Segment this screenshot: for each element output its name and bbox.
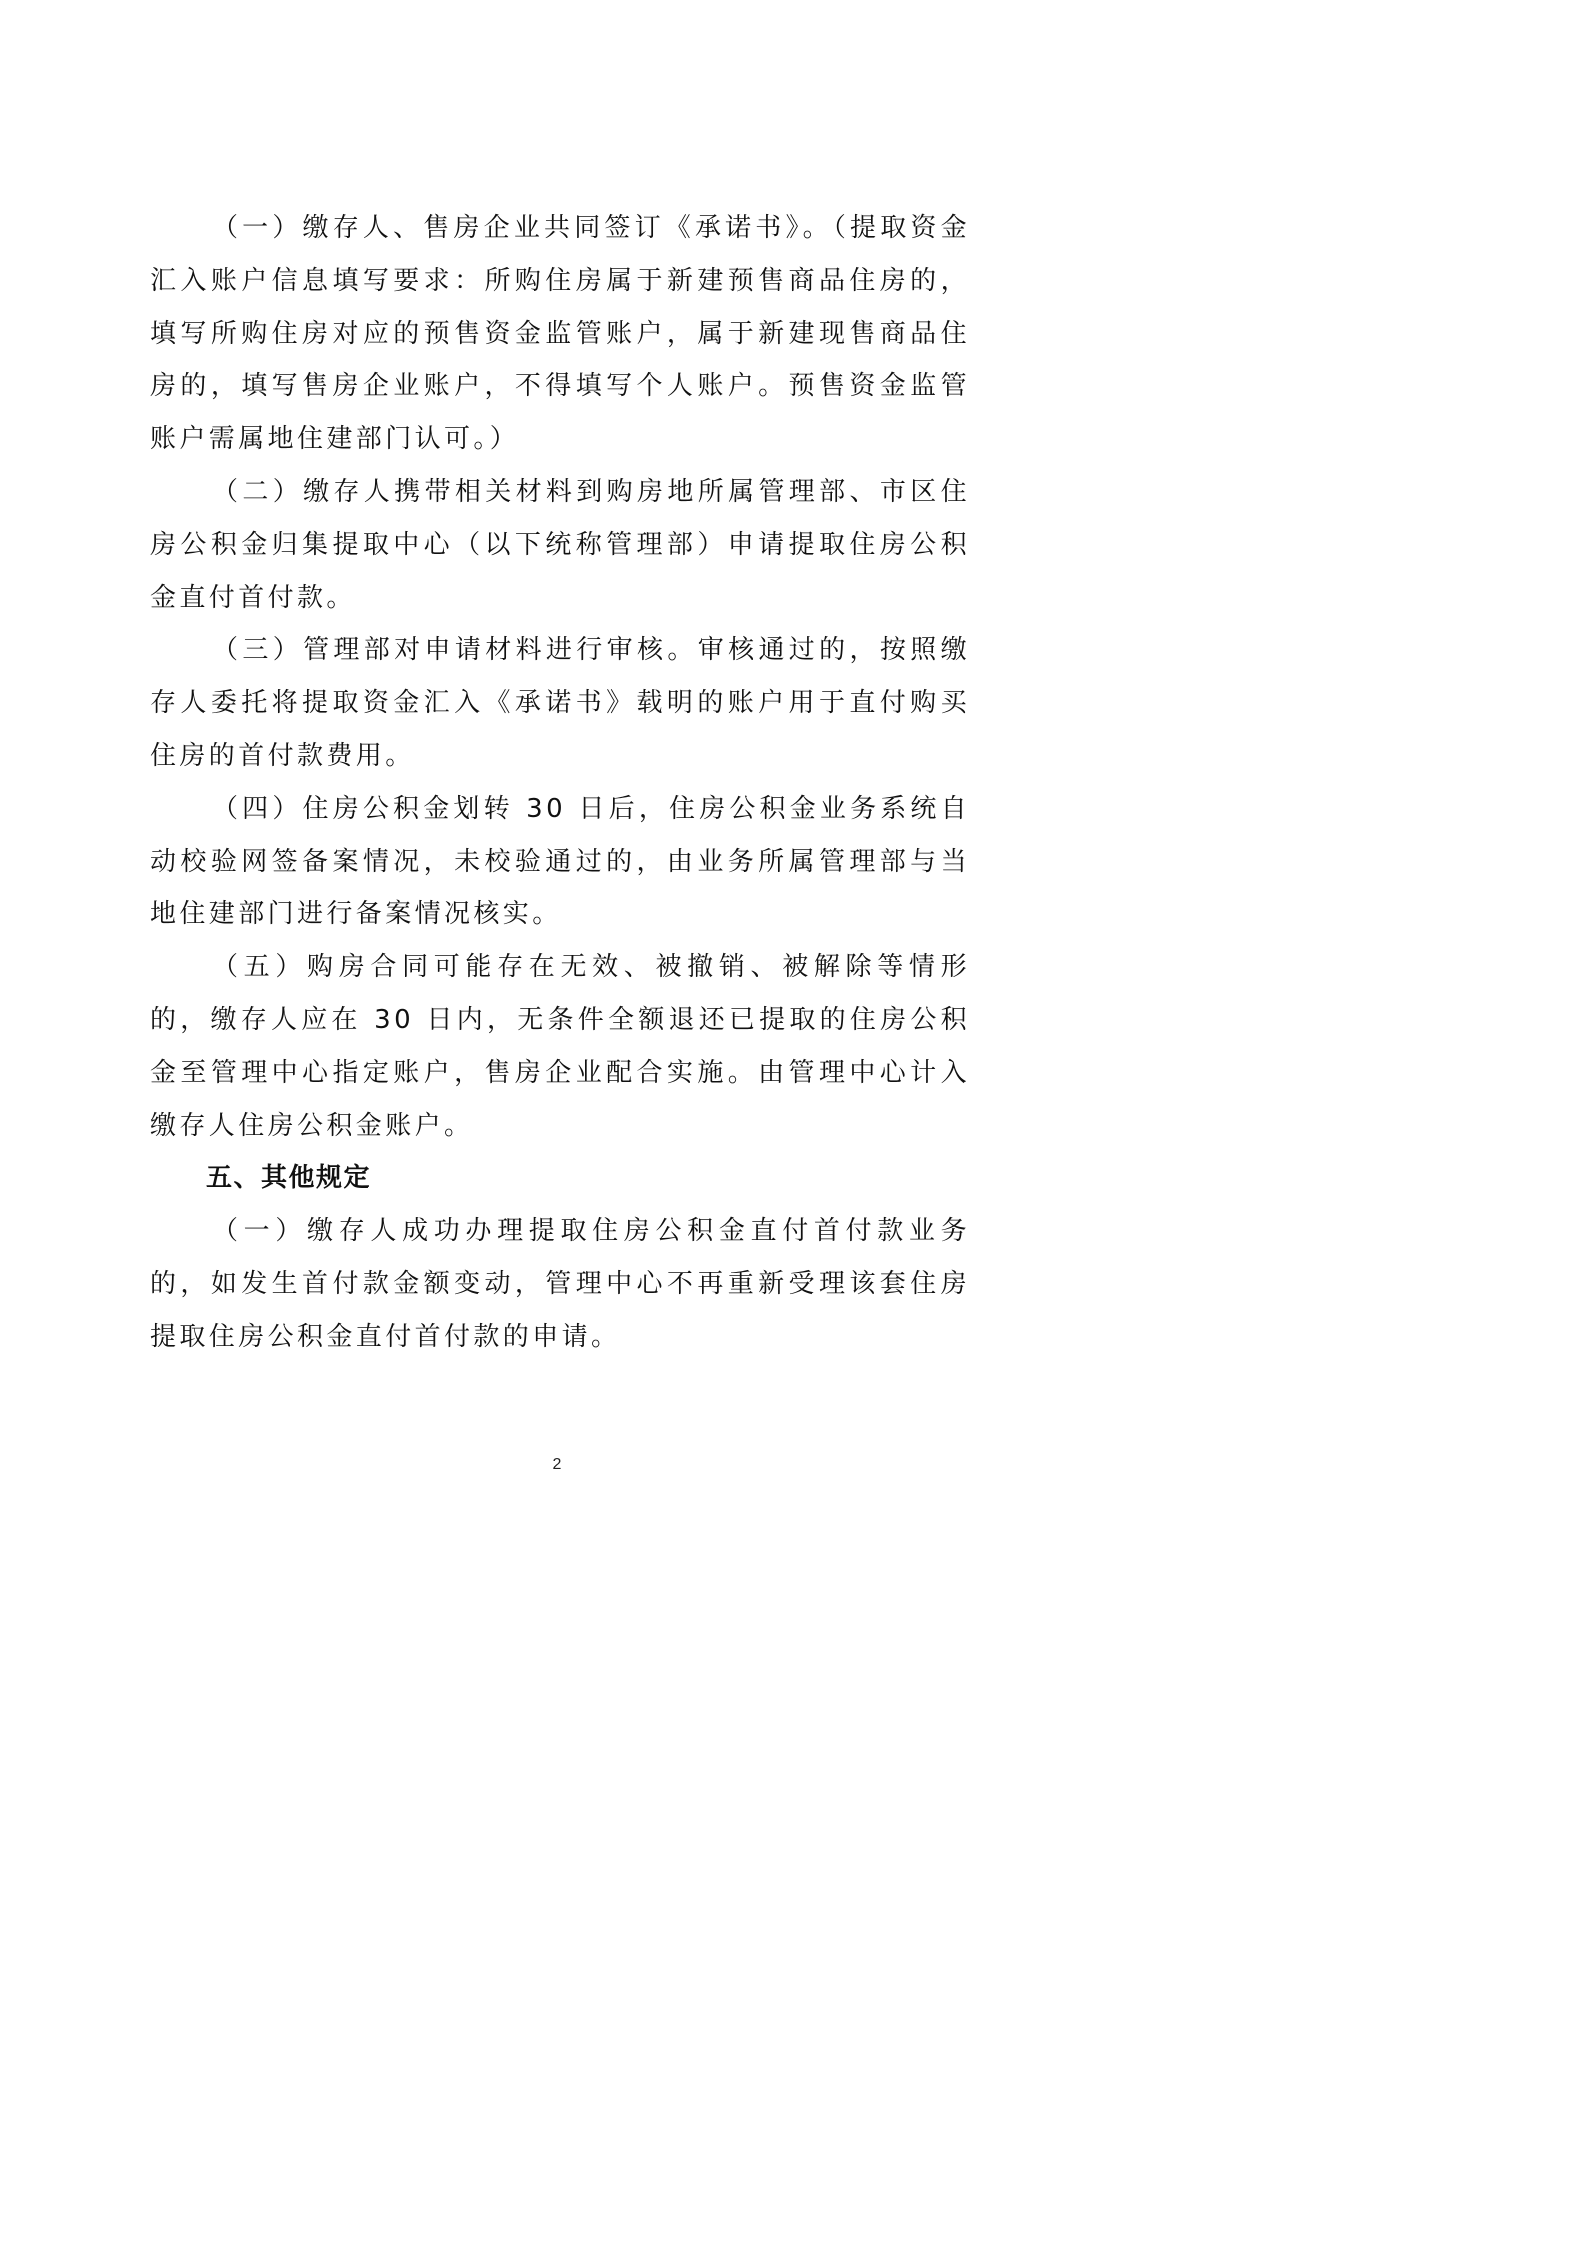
paragraph-4: （四）住房公积金划转 30 日后，住房公积金业务系统自动校验网签备案情况，未校验通过的，由业务所属管理部与当地住建部门进行备案情况核实。 — [150, 793, 970, 930]
paragraph-2: （二）缴存人携带相关材料到购房地所属管理部、市区住房公积金归集提取中心（以下统称管理部）申请提取住房公积金直付首付款。 — [150, 476, 970, 613]
paragraph-1: （一）缴存人、售房企业共同签订《承诺书》。（提取资金汇入账户信息填写要求：所购住房属于新建预售商品住房的，填写所购住房对应的预售资金监管账户，属于新建现售商品住房的，填写售房企业账户，不得填写个人账户。预售资金监管账户需属地住建部门认可。） — [150, 213, 970, 455]
section-paragraph-1: （一）缴存人成功办理提取住房公积金直付首付款业务的，如发生首付款金额变动，管理中心不再重新受理该套住房提取住房公积金直付首付款的申请。 — [150, 1216, 970, 1352]
paragraph-3: （三）管理部对申请材料进行审核。审核通过的，按照缴存人委托将提取资金汇入《承诺书》载明的账户用于直付购买住房的首付款费用。 — [150, 635, 970, 771]
paragraph-5: （五）购房合同可能存在无效、被撤销、被解除等情形的，缴存人应在 30 日内，无条件全额退还已提取的住房公积金至管理中心指定账户，售房企业配合实施。由管理中心计入缴存人住房公积金账户。 — [150, 952, 970, 1141]
document-page — [0, 0, 1114, 1576]
section-heading: 五、其他规定 — [206, 1163, 372, 1194]
document-body — [150, 202, 970, 1364]
page-number: 2 — [552, 1456, 562, 1473]
